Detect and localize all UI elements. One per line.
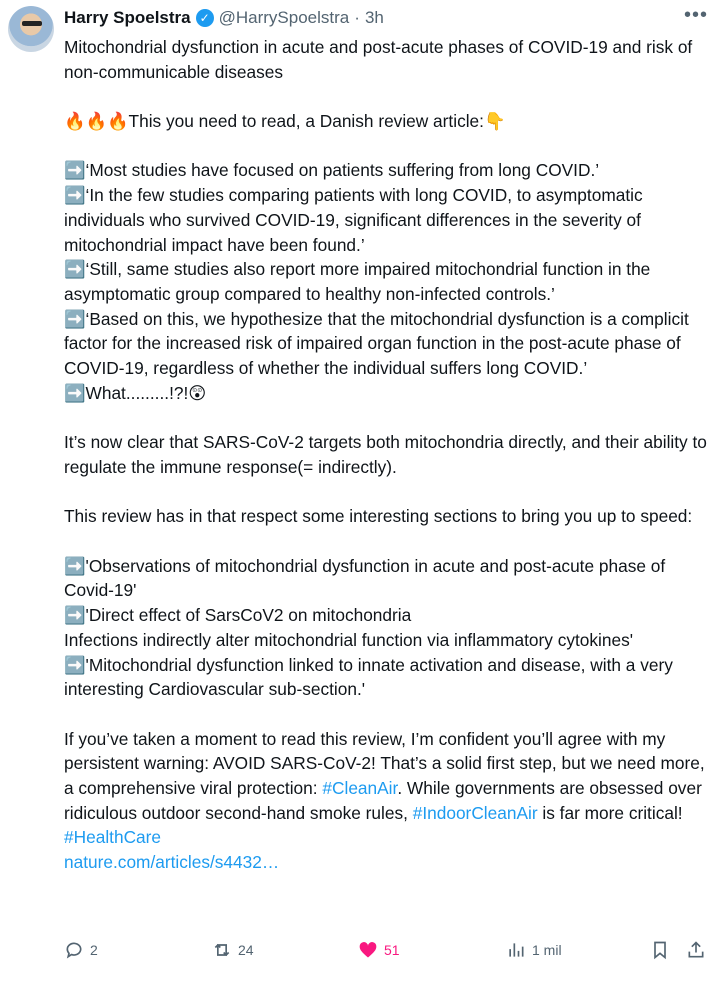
text-segment: ➡️What.........!?!😲 [64, 382, 207, 403]
text-segment: ➡️'Direct effect of SarsCoV2 on mitochondria [64, 605, 412, 626]
text-line [64, 183, 714, 257]
text-segment: Mitochondrial dysfunction in acute and post-acute phases of COVID-19 and risk of non-communicable diseases [64, 37, 693, 82]
author-name[interactable]: Harry Spoelstra [64, 8, 191, 27]
timestamp[interactable]: 3h [364, 8, 384, 27]
text-segment: ➡️‘Most studies have focused on patients suffering from long COVID.’ [64, 160, 600, 181]
reply-button[interactable] [64, 940, 98, 960]
text-line [64, 727, 714, 851]
text-segment: This review has in that respect some interesting sections to bring you up to speed: [64, 506, 693, 527]
text-line [64, 35, 714, 84]
like-count: 51 [384, 942, 400, 958]
repost-icon [212, 940, 232, 960]
text-line [64, 307, 714, 381]
text-line [64, 603, 714, 628]
text-segment: It’s now clear that SARS-CoV-2 targets both mitochondria directly, and their ability to regulate the immune response(= indirectly). [64, 432, 707, 477]
text-segment: is far more critical! [537, 802, 683, 823]
text-line [64, 109, 714, 134]
heart-icon [358, 940, 378, 960]
text-segment: ➡️'Mitochondrial dysfunction linked to innate activation and disease, with a very interesting Cardiovascular sub-section.' [64, 654, 673, 700]
paragraph [64, 727, 714, 875]
text-segment: ➡️‘Based on this, we hypothesize that the mitochondrial dysfunction is a complicit factor for the increased risk of impaired organ function in the post-acute phase of COVID-19, regardless of whether the individual suffers long COVID.’ [64, 308, 689, 379]
paragraph [64, 554, 714, 702]
text-line [64, 653, 714, 702]
verified-badge-icon: ✓ [196, 9, 214, 27]
hashtag-link[interactable]: #IndoorCleanAir [412, 802, 538, 823]
bookmark-icon [650, 940, 670, 960]
paragraph [64, 430, 714, 479]
repost-button[interactable] [212, 940, 254, 960]
text-line [64, 628, 714, 653]
author-handle[interactable]: @HarrySpoelstra [218, 8, 350, 27]
tweet-header [64, 8, 384, 28]
text-line [64, 850, 714, 875]
bookmark-button[interactable] [650, 940, 670, 960]
text-segment: If you’ve taken a moment to read this review, I’m confident you’ll agree with my persistent warning: AVOID SARS-CoV-2! That’s a solid first step, but we need more, a comprehensive viral protection: [64, 728, 705, 798]
text-segment: 🔥🔥🔥This you need to read, a Danish review article:👇 [64, 111, 506, 132]
separator: · [354, 8, 360, 27]
like-button[interactable] [358, 940, 400, 960]
hashtag-link[interactable]: #CleanAir [322, 778, 398, 798]
paragraph [64, 109, 714, 134]
views-chart-icon [506, 940, 526, 960]
text-line [64, 381, 714, 406]
text-segment: . While governments are obsessed over ridiculous outdoor second-hand smoke rules, [64, 778, 702, 823]
text-segment: ➡️'Observations of mitochondrial dysfunction in acute and post-acute phase of Covid-19' [64, 555, 666, 601]
avatar[interactable] [8, 6, 54, 52]
views-count: 1 mil [532, 942, 562, 958]
repost-count: 24 [238, 942, 254, 958]
text-line [64, 554, 714, 603]
reply-icon [64, 940, 84, 960]
text-line [64, 158, 714, 183]
article-link[interactable]: nature.com/articles/s4432… [64, 852, 280, 873]
text-line [64, 257, 714, 306]
share-button[interactable] [686, 940, 706, 960]
hashtag-link[interactable]: #HealthCare [64, 827, 162, 848]
text-line [64, 504, 714, 529]
reply-count: 2 [90, 942, 98, 958]
avatar-glasses [22, 21, 42, 26]
text-segment: Infections indirectly alter mitochondrial function via inflammatory cytokines' [64, 629, 634, 650]
text-segment: ➡️‘Still, same studies also report more impaired mitochondrial function in the asymptomatic group compared to healthy non-infected controls.’ [64, 259, 651, 304]
paragraph [64, 504, 714, 529]
paragraph [64, 158, 714, 405]
text-segment: ➡️‘In the few studies comparing patients with long COVID, to asymptomatic individuals who survived COVID-19, significant differences in the severity of mitochondrial impact have been found.’ [64, 185, 643, 255]
paragraph [64, 35, 714, 84]
views-button[interactable] [506, 940, 562, 960]
text-line [64, 430, 714, 479]
more-options-button[interactable]: ••• [683, 4, 708, 26]
tweet-text [64, 35, 714, 900]
share-icon [686, 940, 706, 960]
